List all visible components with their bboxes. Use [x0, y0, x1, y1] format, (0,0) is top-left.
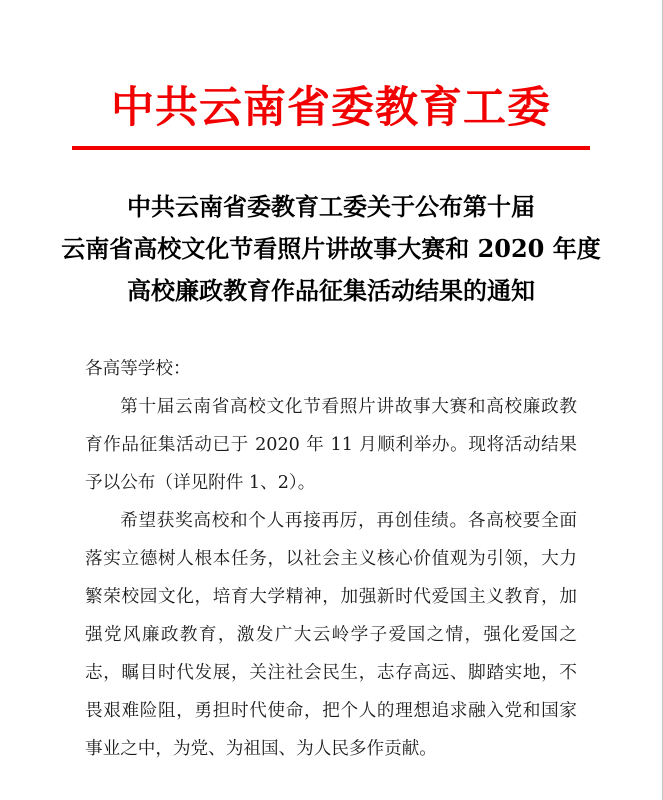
- salutation: 各高等学校：: [85, 359, 191, 379]
- body-paragraph-1: 第十届云南省高校文化节看照片讲故事大赛和高校廉政教育作品征集活动已于 2020 年 11 月顺利举办。现将活动结果予以公布（详见附件 1、2）。: [85, 397, 577, 493]
- letterhead-divider-rule: [72, 146, 590, 150]
- document-title-line-1: 中共云南省委教育工委关于公布第十届: [127, 192, 535, 221]
- document-title: [0, 186, 662, 312]
- document-title-line-2: 云南省高校文化节看照片讲故事大赛和 2020 年度: [61, 234, 601, 263]
- letterhead-title: 中共云南省委教育工委: [111, 83, 551, 133]
- document-title-line-3: 高校廉政教育作品征集活动结果的通知: [127, 276, 535, 305]
- document-body: [0, 350, 662, 768]
- body-paragraph-2: 希望获奖高校和个人再接再厉，再创佳绩。各高校要全面落实立德树人根本任务，以社会主义核心价值观为引领，大力繁荣校园文化，培育大学精神，加强新时代爱国主义教育，加强党风廉政教育，激发广大云岭学子爱国之情，强化爱国之志，瞩目时代发展，关注社会民生，志存高远、脚踏实地，不畏艰难险阻，勇担时代使命，把个人的理想追求融入党和国家事业之中，为党、为祖国、为人民多作贡献。: [85, 511, 577, 759]
